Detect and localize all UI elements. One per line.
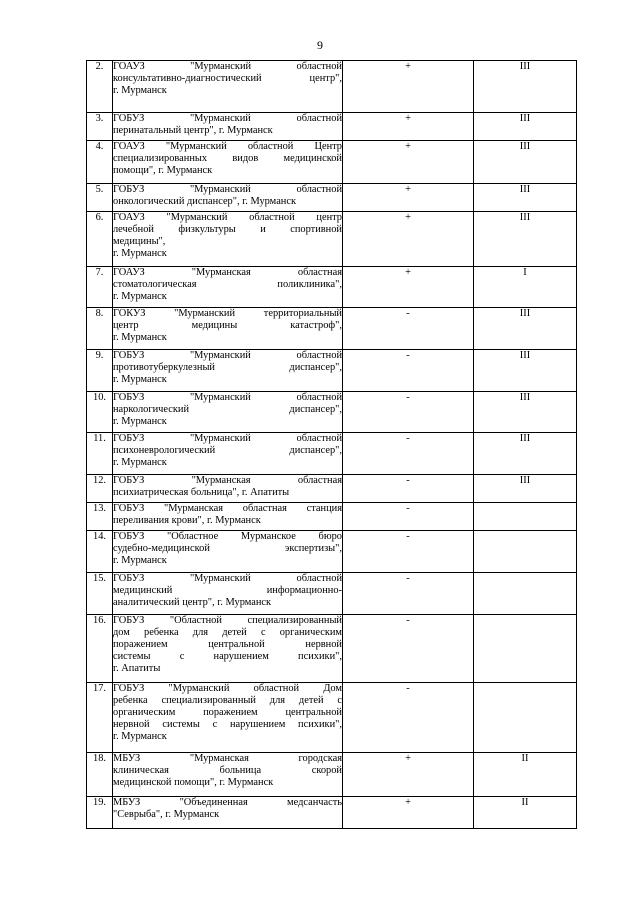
availability-mark: - xyxy=(343,683,474,753)
row-number: 15. xyxy=(87,573,113,615)
institution-name-line: ГОБУЗ "Мурманская областная станция xyxy=(113,503,342,514)
row-number: 7. xyxy=(87,267,113,308)
institution-name-line: ГОБУЗ "Мурманский областной Дом xyxy=(113,683,342,694)
institution-name-line: ГОБУЗ "Мурманский областной xyxy=(113,113,342,124)
institution-name xyxy=(113,392,343,433)
institution-name xyxy=(113,113,343,141)
institution-name xyxy=(113,531,343,573)
table-row xyxy=(87,475,577,503)
institution-name-line: ГОБУЗ "Мурманский областной xyxy=(113,573,342,584)
institution-name-line: ГОБУЗ "Областное Мурманское бюро xyxy=(113,531,342,542)
institution-name xyxy=(113,433,343,475)
institution-name-line: г. Мурманск xyxy=(113,374,167,385)
level-cell: II xyxy=(474,797,577,829)
institution-name-line: ГОБУЗ "Мурманский областной xyxy=(113,350,342,361)
level-cell: III xyxy=(474,113,577,141)
table-row xyxy=(87,615,577,683)
row-number: 9. xyxy=(87,350,113,392)
availability-mark: + xyxy=(343,141,474,184)
row-number: 17. xyxy=(87,683,113,753)
institution-name-line: дом ребенка для детей с органическим xyxy=(113,627,342,638)
institution-name-line: органическим поражением центральной xyxy=(113,707,342,718)
availability-mark: + xyxy=(343,113,474,141)
institution-name-line: помощи", г. Мурманск xyxy=(113,165,213,176)
table-row xyxy=(87,573,577,615)
availability-mark: - xyxy=(343,475,474,503)
institution-name-line: поражением центральной нервной xyxy=(113,639,342,650)
institution-name-line: центр медицины катастроф", xyxy=(113,320,342,331)
availability-mark: - xyxy=(343,350,474,392)
availability-mark: + xyxy=(343,212,474,267)
level-cell: III xyxy=(474,392,577,433)
table-row xyxy=(87,267,577,308)
row-number: 6. xyxy=(87,212,113,267)
institution-name-line: г. Мурманск xyxy=(113,248,167,259)
institution-name-line: лечебной физкультуры и спортивной xyxy=(113,224,342,235)
table-row xyxy=(87,184,577,212)
table-row xyxy=(87,531,577,573)
institution-name-line: переливания крови", г. Мурманск xyxy=(113,515,261,526)
table-row xyxy=(87,308,577,350)
level-cell: III xyxy=(474,141,577,184)
row-number: 14. xyxy=(87,531,113,573)
availability-mark: + xyxy=(343,267,474,308)
institutions-table xyxy=(86,60,577,829)
level-cell: III xyxy=(474,475,577,503)
institution-name-line: г. Мурманск xyxy=(113,555,167,566)
row-number: 16. xyxy=(87,615,113,683)
institution-name-line: медицины", xyxy=(113,236,166,247)
table-row xyxy=(87,212,577,267)
institution-name-line: специализированных видов медицинской xyxy=(113,153,342,164)
institution-name-line: ГОБУЗ "Мурманский областной xyxy=(113,392,342,403)
institution-name xyxy=(113,61,343,113)
availability-mark: - xyxy=(343,531,474,573)
institution-name xyxy=(113,308,343,350)
institution-name xyxy=(113,475,343,503)
institution-name-line: ГОБУЗ "Мурманская областная xyxy=(113,475,342,486)
level-cell: III xyxy=(474,212,577,267)
level-cell: III xyxy=(474,433,577,475)
row-number: 3. xyxy=(87,113,113,141)
row-number: 2. xyxy=(87,61,113,113)
level-cell xyxy=(474,503,577,531)
institution-name-line: клиническая больница скорой xyxy=(113,765,342,776)
level-cell: III xyxy=(474,308,577,350)
institution-name-line: ГОАУЗ "Мурманский областной центр xyxy=(113,212,342,223)
table-row xyxy=(87,433,577,475)
institution-name-line: ГОАУЗ "Мурманская областная xyxy=(113,267,342,278)
level-cell: I xyxy=(474,267,577,308)
row-number: 12. xyxy=(87,475,113,503)
institution-name-line: аналитический центр", г. Мурманск xyxy=(113,597,272,608)
institution-name-line: г. Мурманск xyxy=(113,457,167,468)
availability-mark: + xyxy=(343,61,474,113)
table-row xyxy=(87,797,577,829)
institution-name-line: перинатальный центр", г. Мурманск xyxy=(113,125,273,136)
availability-mark: + xyxy=(343,797,474,829)
level-cell: III xyxy=(474,350,577,392)
availability-mark: - xyxy=(343,615,474,683)
institution-name-line: онкологический диспансер", г. Мурманск xyxy=(113,196,297,207)
table-row xyxy=(87,61,577,113)
level-cell: III xyxy=(474,184,577,212)
institution-name-line: консультативно-диагностический центр", xyxy=(113,73,342,84)
institution-name-line: МБУЗ "Объединенная медсанчасть xyxy=(113,797,342,808)
level-cell: III xyxy=(474,61,577,113)
availability-mark: + xyxy=(343,184,474,212)
level-cell xyxy=(474,615,577,683)
institution-name-line: ГОКУЗ "Мурманский территориальный xyxy=(113,308,342,319)
institution-name-line: наркологический диспансер", xyxy=(113,404,342,415)
institution-name xyxy=(113,212,343,267)
row-number: 13. xyxy=(87,503,113,531)
institution-name-line: ГОАУЗ "Мурманский областной xyxy=(113,61,342,72)
institution-name-line: "Севрыба", г. Мурманск xyxy=(113,809,220,820)
institution-name-line: ГОБУЗ "Мурманский областной xyxy=(113,184,342,195)
availability-mark: + xyxy=(343,753,474,797)
institution-name xyxy=(113,184,343,212)
row-number: 4. xyxy=(87,141,113,184)
institution-name xyxy=(113,503,343,531)
institution-name xyxy=(113,683,343,753)
institution-name-line: медицинской помощи", г. Мурманск xyxy=(113,777,274,788)
institution-name-line: ГОБУЗ "Мурманский областной xyxy=(113,433,342,444)
institution-name-line: г. Мурманск xyxy=(113,731,167,742)
institution-name xyxy=(113,350,343,392)
level-cell xyxy=(474,531,577,573)
institution-name xyxy=(113,267,343,308)
institution-name-line: г. Апатиты xyxy=(113,663,161,674)
institution-name-line: нервной системы с нарушением психики", xyxy=(113,719,342,730)
institution-name-line: медицинский информационно- xyxy=(113,585,342,596)
page-number: 9 xyxy=(317,38,323,52)
institution-name-line: г. Мурманск xyxy=(113,332,167,343)
table-row xyxy=(87,113,577,141)
level-cell xyxy=(474,573,577,615)
institution-name xyxy=(113,141,343,184)
institution-name-line: стоматологическая поликлиника", xyxy=(113,279,342,290)
table-row xyxy=(87,141,577,184)
institution-name-line: МБУЗ "Мурманская городская xyxy=(113,753,342,764)
table-row xyxy=(87,503,577,531)
institution-name xyxy=(113,615,343,683)
availability-mark: - xyxy=(343,392,474,433)
availability-mark: - xyxy=(343,433,474,475)
institution-name-line: судебно-медицинской экспертизы", xyxy=(113,543,342,554)
institution-name xyxy=(113,797,343,829)
table-row xyxy=(87,753,577,797)
institution-name-line: ребенка специализированный для детей с xyxy=(113,695,342,706)
institution-name-line: г. Мурманск xyxy=(113,85,167,96)
table-row xyxy=(87,350,577,392)
availability-mark: - xyxy=(343,308,474,350)
row-number: 10. xyxy=(87,392,113,433)
institution-name-line: г. Мурманск xyxy=(113,291,167,302)
institution-name-line: системы с нарушением психики", xyxy=(113,651,342,662)
availability-mark: - xyxy=(343,503,474,531)
table-row xyxy=(87,683,577,753)
level-cell xyxy=(474,683,577,753)
row-number: 11. xyxy=(87,433,113,475)
row-number: 8. xyxy=(87,308,113,350)
institution-name-line: ГОАУЗ "Мурманский областной Центр xyxy=(113,141,342,152)
institution-name-line: психиатрическая больница", г. Апатиты xyxy=(113,487,290,498)
availability-mark: - xyxy=(343,573,474,615)
institution-name-line: психоневрологический диспансер", xyxy=(113,445,342,456)
institution-name-line: ГОБУЗ "Областной специализированный xyxy=(113,615,342,626)
institution-name-line: противотуберкулезный диспансер", xyxy=(113,362,342,373)
row-number: 19. xyxy=(87,797,113,829)
table-row xyxy=(87,392,577,433)
institution-name xyxy=(113,573,343,615)
row-number: 5. xyxy=(87,184,113,212)
institution-name-line: г. Мурманск xyxy=(113,416,167,427)
table-body xyxy=(87,61,577,829)
level-cell: II xyxy=(474,753,577,797)
institution-name xyxy=(113,753,343,797)
row-number: 18. xyxy=(87,753,113,797)
